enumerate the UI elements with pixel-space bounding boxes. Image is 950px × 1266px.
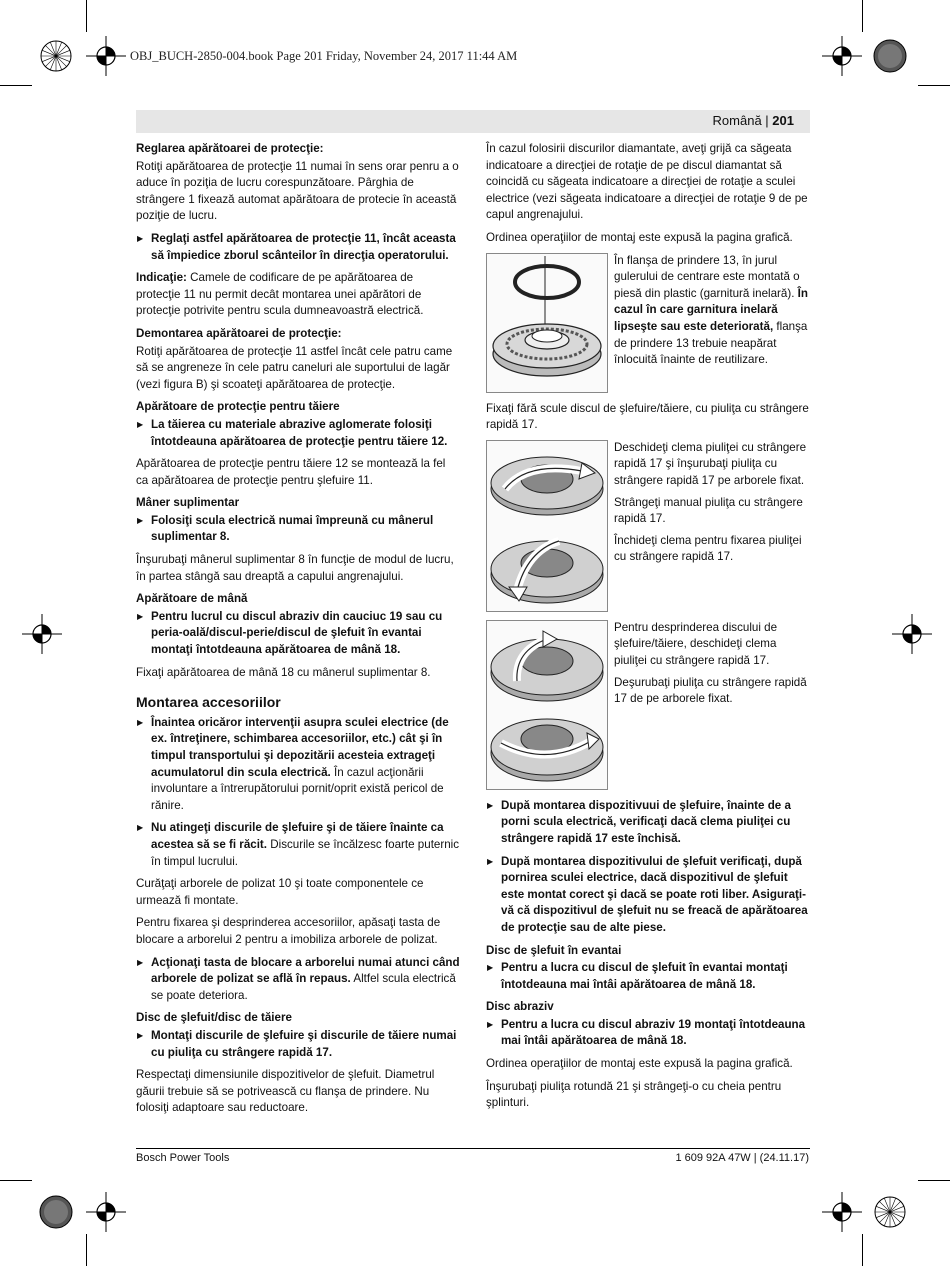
paragraph: Înşurubaţi mânerul suplimentar 8 în funcţie de modul de lucru, în partea stângă sau dreaptă a capului angrenajului. — [136, 553, 454, 583]
flange-figure — [486, 253, 608, 393]
figure-row — [486, 620, 810, 790]
bullet-text: După montarea dispozitivuui de şlefuire, înainte de a porni scula electrică, verificaţi dacă clema piuliţei cu strângere rapidă 17 este închisă. — [501, 798, 791, 845]
figure-row — [486, 253, 810, 393]
registration-target-icon — [892, 614, 932, 654]
left-column — [136, 141, 460, 1123]
bullet-text: Pentru a lucra cu discul abraziv 19 montaţi întotdeauna mai întâi apărătoarea de mână 18. — [501, 1017, 806, 1048]
section-heading: Apărătoare de protecţie pentru tăiere — [136, 400, 340, 414]
bullet-text: Montaţi discurile de şlefuire şi discurile de tăiere numai cu piuliţa cu strângere rapidă 17. — [151, 1028, 457, 1059]
flange-with-ring-icon — [487, 254, 607, 392]
footer-doc-number: 1 609 92A 47W | (24.11.17) — [675, 1152, 809, 1164]
crop-line-left — [0, 1180, 32, 1181]
figure-text — [614, 253, 810, 369]
header-language: Română — [712, 113, 762, 128]
note-text: Camele de codificare de pe apărătoarea de protecţie 11 nu permit decât montarea unei apărători de protecţie potrivite pentru scula dumneavoastră electrică. — [136, 271, 424, 318]
footer-brand: Bosch Power Tools — [136, 1152, 230, 1164]
registration-target-icon — [22, 614, 62, 654]
bullet-bold-text: Înaintea oricăror intervenţii asupra sculei electrice (de ex. întreţinere, schimbarea accesoriilor, etc.) cât şi în timpul transportului şi depozitării acesteia extrageţi acumulatorul din scula electrică. — [151, 715, 449, 779]
warning-bullet — [136, 955, 460, 1005]
footer-rule — [136, 1148, 810, 1149]
crop-line-right — [918, 85, 950, 86]
paragraph: Înşurubaţi piuliţa rotundă 21 şi strângeţi-o cu cheia pentru şplinturi. — [486, 1079, 782, 1110]
section-heading: Mâner suplimentar — [136, 496, 240, 510]
warning-bullet — [136, 715, 460, 815]
header-text — [713, 113, 794, 128]
main-section-heading: Montarea accesoriilor — [136, 694, 281, 711]
warning-bullet — [136, 513, 460, 546]
quick-nut-tighten-figure — [486, 440, 608, 612]
quick-nut-tighten-icon — [487, 441, 607, 611]
note-label: Indicaţie: — [136, 271, 187, 285]
paragraph: Curăţaţi arborele de polizat 10 şi toate componentele ce urmează fi montate. — [136, 877, 424, 907]
paragraph: Ordinea operaţiilor de montaj este expusă la pagina grafică. — [486, 230, 793, 244]
paragraph: Rotiţi apărătoarea de protecţie 11 numai în sens orar penru a o aduce în poziţia de lucru corespunzătoare. Pârghia de strângere 1 fixează automat apărătoara de protecie în această poziţie de lucru. — [136, 159, 459, 223]
quick-nut-release-figure — [486, 620, 608, 790]
bullet-text: La tăierea cu materiale abrazive aglomerate folosiţi întotdeauna apărătoarea de protecţie pentru tăiere 12. — [151, 417, 448, 448]
quick-nut-release-icon — [487, 621, 607, 789]
figure-caption — [614, 440, 810, 612]
warning-bullet — [486, 960, 810, 993]
section-heading: Apărătoare de mână — [136, 592, 248, 606]
paragraph: Pentru fixarea şi desprinderea accesoriilor, apăsaţi tasta de blocare a arborelui 2 pentru a imobiliza arborele de polizat. — [136, 916, 441, 946]
paragraph: Respectaţi dimensiunile dispozitivelor de şlefuit. Diametrul găurii trebuie să se potrivească cu flanşa de prindere. Nu folosiţi adaptoare sau reductoare. — [136, 1068, 435, 1115]
warning-bullet — [486, 854, 810, 937]
gray-registration-dot-icon — [870, 36, 910, 76]
warning-bullet — [486, 1017, 810, 1050]
bullet-text: Altfel scula electrică se poate deteriora. — [151, 972, 456, 1002]
registration-mark-icon — [870, 1192, 910, 1232]
bullet-text: Discurile se încălzesc foarte puternic în timpul lucrului. — [151, 837, 460, 868]
registration-target-icon — [86, 36, 126, 76]
crop-line-bottom — [86, 1234, 87, 1266]
warning-bullet — [136, 417, 460, 450]
crop-line-top — [86, 0, 87, 32]
section-heading: Disc de şlefuit/disc de tăiere — [136, 1011, 292, 1025]
gray-registration-dot-icon — [36, 1192, 76, 1232]
figure-text-part: În flanşa de prindere 13, în jurul gulerului de centrare este montată o piesă din plastic (garnitură inelară). — [614, 253, 800, 300]
print-slug: OBJ_BUCH-2850-004.book Page 201 Friday, November 24, 2017 11:44 AM — [130, 49, 518, 63]
paragraph: Fixaţi apărătoarea de mână 18 cu mânerul suplimentar 8. — [136, 665, 431, 679]
right-column — [486, 141, 810, 1118]
figure-text: Pentru desprinderea discului de şlefuire/tăiere, deschideţi clema piuliţei cu strângere rapidă 17. — [614, 620, 778, 667]
section-heading: Disc abraziv — [486, 1000, 554, 1014]
registration-target-icon — [822, 36, 862, 76]
bullet-text: După montarea dispozitivului de şlefuit verificaţi, după pornirea sculei electrice, dacă dispozitivul de şlefuit este montat corect şi dacă se poate roti liber. Asiguraţi-vă că dispozitivul de şlefuit nu se freacă de apărătoarea de protecţie sau de alte piese. — [501, 854, 808, 934]
note-paragraph — [136, 270, 460, 320]
section-heading: Demontarea apărătoarei de protecţie: — [136, 326, 342, 340]
figure-text: Deschideţi clema piuliţei cu strângere rapidă 17 şi înşurubaţi piuliţa cu strângere rapidă 17 pe arborele fixat. — [614, 440, 807, 487]
bullet-text: Pentru a lucra cu discul de şlefuit în evantai montaţi întotdeauna mai întâi apărătoarea de mână 18. — [501, 961, 788, 991]
bullet-text: Folosiţi scula electrică numai împreună cu mânerul suplimentar 8. — [151, 513, 434, 544]
paragraph: Ordinea operaţiilor de montaj este expusă la pagina grafică. — [486, 1057, 793, 1071]
warning-bullet — [136, 820, 460, 870]
bullet-bold-text: Nu atingeţi discurile de şlefuire şi de tăiere înainte ca acestea să se fi răcit. — [151, 821, 444, 851]
figure-text: Strângeţi manual piuliţa cu strângere rapidă 17. — [614, 495, 803, 526]
figure-text: Închideţi clema pentru fixarea piuliţei cu strângere rapidă 17. — [614, 533, 802, 564]
crop-line-left — [0, 85, 32, 86]
bullet-text: În cazul acţionării involuntare a întrerupătorului pornit/oprit există pericol de rănire. — [151, 765, 444, 812]
registration-mark-icon — [36, 36, 76, 76]
page-header — [136, 110, 810, 133]
figure-row — [486, 440, 810, 612]
warning-bullet — [136, 609, 460, 659]
figure-text-bold: În cazul în care garnitura inelară lipseşte sau este deteriorată, — [614, 286, 808, 333]
paragraph: Rotiţi apărătoarea de protecţie 11 astfel încât cele patru came să se angreneze în cele patru caneluri ale suportului de lagăr (vezi figura B) şi scoateţi apărătoarea de protecţie. — [136, 344, 453, 391]
paragraph: Fixaţi fără scule discul de şlefuire/tăiere, cu piuliţa cu strângere rapidă 17. — [486, 401, 809, 432]
crop-line-top — [862, 0, 863, 32]
warning-bullet — [136, 1028, 460, 1061]
figure-caption — [614, 620, 810, 790]
warning-bullet — [486, 798, 810, 848]
figure-caption — [614, 253, 810, 393]
registration-target-icon — [86, 1192, 126, 1232]
bullet-text: Pentru lucrul cu discul abraziv din cauciuc 19 sau cu peria-oală/discul-perie/discul de şlefuit în evantai montaţi întotdeauna apărătoarea de mână 18. — [151, 609, 443, 657]
registration-target-icon — [822, 1192, 862, 1232]
paragraph: Apărătoarea de protecţie pentru tăiere 12 se montează la fel ca apărătoarea de protecţie pentru şlefuire 11. — [136, 457, 446, 487]
page-number: 201 — [772, 113, 794, 128]
warning-bullet — [136, 231, 460, 264]
crop-line-bottom — [862, 1234, 863, 1266]
crop-line-right — [918, 1180, 950, 1181]
bullet-text: Reglaţi astfel apărătoarea de protecţie 11, încât aceasta să împiedice zborul scânteilor în direcţia operatorului. — [151, 231, 456, 262]
header-separator: | — [761, 113, 773, 128]
figure-text: Deşurubaţi piuliţa cu strângere rapidă 17 de pe arborele fixat. — [614, 675, 807, 706]
section-heading: Disc de şlefuit în evantai — [486, 943, 622, 957]
figure-text-part: flanşa de prindere 13 trebuie neapărat înlocuită înainte de reutilizare. — [614, 319, 808, 367]
paragraph: În cazul folosirii discurilor diamantate, aveţi grijă ca săgeata indicatoare a direcţiei de rotaţie de pe discul diamantat să coincidă cu săgeata indicatoare a direcţiei de rotaţie a sculei electrice (vezi săgeata indicatoare a direcţiei de rotaţie 9 de pe capul angrenajului. — [486, 142, 808, 222]
section-heading: Reglarea apărătoarei de protecţie: — [136, 142, 324, 155]
bullet-bold-text: Acţionaţi tasta de blocare a arborelui numai atunci când arborele de polizat se află în repaus. — [151, 955, 460, 986]
